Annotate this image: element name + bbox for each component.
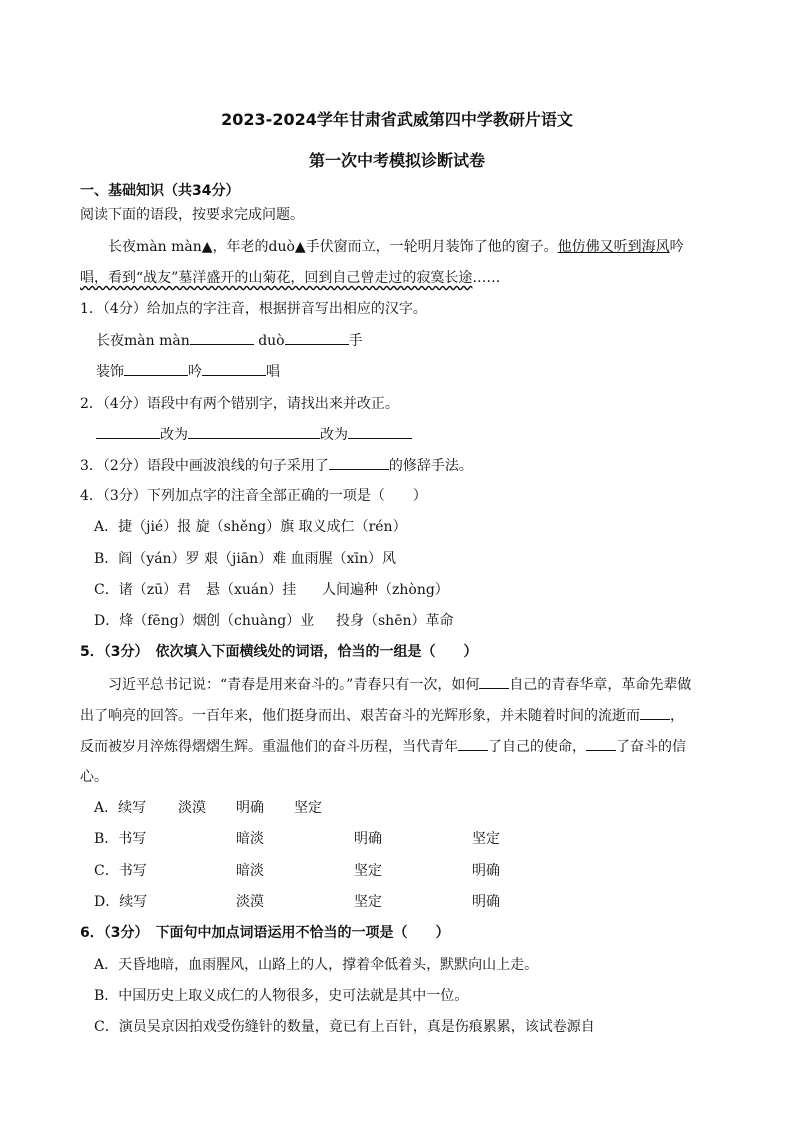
option-word: 坚定	[294, 800, 322, 816]
option-part: 悬（xuán）挂	[206, 582, 297, 598]
option-5b	[94, 829, 500, 849]
underlined-phrase: 他仿佛又听到海	[557, 239, 656, 255]
option-word: 淡漠	[178, 800, 206, 816]
option-6b: B．中国历史上取义成仁的人物很多，史可法就是其中一位。	[94, 988, 469, 1004]
correction-label: 改为	[320, 427, 348, 443]
answer-blank[interactable]	[479, 674, 509, 689]
wavy-sentence: 唱，看到“战友”墓	[80, 270, 193, 286]
passage-text: 反而被岁月淬炼得熠熠生辉。重温他们的奋斗历程，当代青年	[80, 739, 458, 755]
question-3-stem	[80, 455, 473, 476]
passage-text: 了自己的使命，	[488, 739, 586, 755]
passage-text: 出了响亮的回答。一百年来，他们挺身而出、艰苦奋斗的光辉形象，并未随着时间的流逝而	[80, 708, 640, 724]
option-5c	[94, 861, 500, 881]
answer-blank[interactable]	[348, 424, 412, 439]
option-word: 坚定	[472, 831, 500, 847]
question-5-passage-line-4: 心。	[80, 769, 108, 785]
question-1-row-1	[96, 330, 363, 351]
question-text: 的修辞手法。	[388, 458, 473, 474]
wavy-sentence: 洋盛开的山菊花，回到自己曾走过的寂寞长途	[192, 270, 473, 286]
question-5-stem: 5．（3分） 依次填入下面横线处的词语，恰当的一组是（ ）	[80, 644, 478, 660]
option-6a: A．天昏地暗，血雨腥风，山路上的人，撑着伞低着头，默默向山上走。	[94, 957, 539, 973]
answer-blank[interactable]	[124, 361, 188, 376]
question-5-passage-line-1	[108, 674, 691, 695]
question-4-stem: 4．（3分）下列加点字的注音全部正确的一项是（ ）	[80, 488, 427, 504]
answer-blank[interactable]	[285, 330, 349, 345]
underlined-phrase: 风	[655, 239, 670, 255]
option-4a: A．捷（jié）报 旋（shěng）旗 取义成仁（rén）	[94, 519, 407, 535]
option-5d	[94, 892, 500, 912]
option-word: 淡漠	[236, 894, 264, 910]
passage-ellipsis: ……	[472, 270, 501, 286]
question-1-stem: 1．（4分）给加点的字注音，根据拼音写出相应的汉字。	[80, 301, 427, 317]
passage-text: 吟	[669, 239, 684, 255]
answer-blank[interactable]	[96, 424, 160, 439]
option-part: 人间遍种（zhòng）	[322, 582, 449, 598]
option-word: A．续写	[94, 800, 147, 816]
option-word: C．书写	[94, 863, 147, 879]
option-word: 坚定	[354, 863, 382, 879]
passage-text: 长夜màn màn▲，年老的duò▲手伏窗而立，一轮明月装饰了他的窗子。	[108, 239, 558, 255]
answer-blank[interactable]	[202, 361, 266, 376]
exam-title-line2: 第一次中考模拟诊断试卷	[308, 151, 485, 170]
section-heading: 一、基础知识（共34分）	[80, 183, 240, 199]
passage-line-2	[80, 268, 500, 288]
question-2-answer-row	[96, 424, 412, 445]
question-6-stem: 6．（3分） 下面句中加点词语运用不恰当的一项是（ ）	[80, 925, 450, 941]
passage-text: 了奋斗的信	[616, 739, 686, 755]
option-word: 明确	[354, 831, 382, 847]
question-1-row-2	[96, 361, 280, 382]
option-part: D．烽（fēng）烟	[94, 613, 207, 629]
answer-blank[interactable]	[586, 736, 616, 751]
option-word: 明确	[472, 894, 500, 910]
question-text: 3．（2分）语段中画波浪线的句子采用了	[80, 458, 329, 474]
option-4d	[94, 611, 454, 631]
option-part: C．诸（zū）君	[94, 582, 192, 598]
pinyin-text: duò	[258, 333, 285, 349]
passage-text: 自己的青春华章，革命先辈做	[509, 677, 692, 693]
question-2-stem: 2．（4分）语段中有两个错别字，请找出来并改正。	[80, 396, 399, 412]
answer-blank[interactable]	[190, 330, 254, 345]
answer-blank[interactable]	[640, 705, 670, 720]
answer-blank[interactable]	[188, 424, 320, 439]
option-part: 投身（shēn）革命	[336, 613, 454, 629]
option-4b: B．阎（yán）罗 艰（jiān）难 血雨腥（xīn）风	[94, 551, 397, 567]
reading-instruction: 阅读下面的语段，按要求完成问题。	[80, 207, 304, 223]
pinyin-text: 长夜màn màn	[96, 333, 190, 349]
answer-blank[interactable]	[329, 455, 389, 470]
option-5a	[94, 798, 322, 818]
correction-label: 改为	[160, 427, 188, 443]
word-text: 装饰	[96, 364, 124, 380]
option-part: 创（chuàng）业	[206, 613, 315, 629]
word-text: 唱	[266, 364, 280, 380]
option-word: 明确	[236, 800, 264, 816]
exam-title-line1: 2023-2024学年甘肃省武威第四中学教研片语文	[221, 110, 573, 129]
word-text: 手	[348, 333, 363, 349]
option-word: 暗淡	[236, 863, 264, 879]
option-word: D．续写	[94, 894, 148, 910]
option-word: 暗淡	[236, 831, 264, 847]
question-5-passage-line-2	[80, 705, 684, 726]
option-word: 坚定	[354, 894, 382, 910]
answer-blank[interactable]	[458, 736, 488, 751]
option-6c: C．演员吴京因拍戏受伤缝针的数量，竟已有上百针，真是伤痕累累，该试卷源自	[94, 1019, 595, 1035]
passage-text: ，	[670, 708, 684, 724]
option-word: B．书写	[94, 831, 147, 847]
question-5-passage-line-3	[80, 736, 686, 757]
word-text: 吟	[188, 364, 202, 380]
option-word: 明确	[472, 863, 500, 879]
passage-line-1	[108, 237, 684, 257]
option-4c	[94, 580, 449, 600]
passage-text: 习近平总书记说：“青春是用来奋斗的。”青春只有一次，如何	[108, 677, 480, 693]
